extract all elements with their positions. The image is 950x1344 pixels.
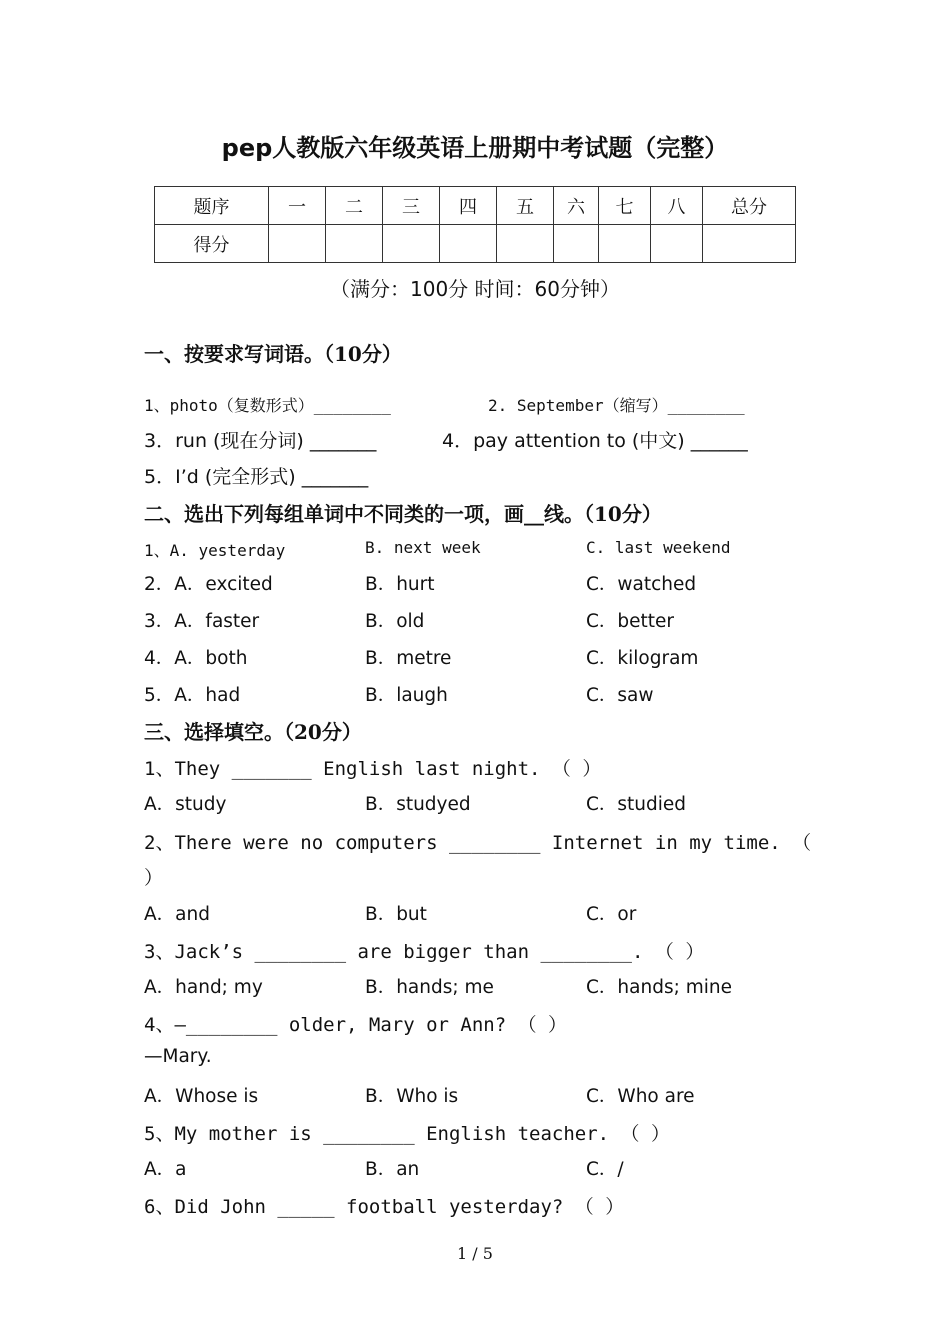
- s3-q3-option-a: A．hand; my: [144, 977, 263, 998]
- score-cell: [497, 225, 554, 263]
- s3-q4-option-a: A．Whose is: [144, 1086, 259, 1107]
- s3-q5-option-b: B．an: [365, 1159, 420, 1180]
- s3-q2-option-c: C．or: [586, 904, 637, 925]
- s3-question-2: 2、There were no computers ________ Internet in my time. （: [144, 832, 812, 854]
- s2-row1-option-c: C. last weekend: [586, 538, 731, 557]
- score-table-header-row: [155, 187, 796, 225]
- s3-question-1: 1、They _______ English last night. （ ）: [144, 758, 602, 780]
- score-header-cell: 八: [651, 187, 703, 225]
- score-table-score-row: [155, 225, 796, 263]
- score-table: [154, 186, 796, 263]
- s2-row1-option-a: 1、A. yesterday: [144, 541, 286, 560]
- s2-row1-option-b: B. next week: [365, 538, 481, 557]
- s3-q2-option-a: A．and: [144, 904, 210, 925]
- s3-q1-option-c: C．studied: [586, 794, 687, 815]
- section1-heading: 一、按要求写词语。（10分）: [144, 342, 402, 366]
- s2-row3-option-b: B．old: [365, 611, 425, 632]
- s1-question-3: 3．run (现在分词) _______: [144, 430, 377, 452]
- s3-q1-option-b: B．studyed: [365, 794, 471, 815]
- s3-question-4: 4、—________ older, Mary or Ann? （ ）: [144, 1014, 568, 1036]
- s1-question-2: 2. September（缩写）________: [488, 396, 745, 415]
- s3-q4-answer: —Mary.: [144, 1046, 212, 1067]
- s2-row5-option-c: C．saw: [586, 685, 654, 706]
- s2-row4-option-c: C．kilogram: [586, 648, 699, 669]
- s3-question-3: 3、Jack’s ________ are bigger than ________. （ ）: [144, 941, 705, 963]
- s3-q1-option-a: A．study: [144, 794, 227, 815]
- s1-question-5: 5．I’d (完全形式) _______: [144, 466, 369, 488]
- score-cell: [599, 225, 651, 263]
- s1-question-1: 1、photo（复数形式）________: [144, 396, 391, 415]
- s3-q3-option-b: B．hands; me: [365, 977, 494, 998]
- score-header-cell: 三: [383, 187, 440, 225]
- score-header-cell: 一: [269, 187, 326, 225]
- score-header-cell: 总分: [703, 187, 796, 225]
- s2-row2-option-c: C．watched: [586, 574, 697, 595]
- s3-q4-option-c: C．Who are: [586, 1086, 695, 1107]
- score-cell: [440, 225, 497, 263]
- s2-row4-option-a: 4．A．both: [144, 648, 248, 669]
- s2-row2-option-b: B．hurt: [365, 574, 435, 595]
- score-header-cell: 四: [440, 187, 497, 225]
- s1-question-4: 4．pay attention to (中文) ______: [442, 430, 748, 452]
- s2-row3-option-a: 3．A．faster: [144, 611, 260, 632]
- score-cell: [383, 225, 440, 263]
- s3-q3-option-c: C．hands; mine: [586, 977, 732, 998]
- s3-question-2-cont: ）: [144, 867, 164, 889]
- page-title: pep人教版六年级英语上册期中考试题（完整）: [221, 134, 729, 162]
- score-header-cell: 七: [599, 187, 651, 225]
- s3-q2-option-b: B．but: [365, 904, 427, 925]
- s2-row5-option-b: B．laugh: [365, 685, 448, 706]
- score-header-cell: 二: [326, 187, 383, 225]
- s3-q4-option-b: B．Who is: [365, 1086, 459, 1107]
- s2-row4-option-b: B．metre: [365, 648, 452, 669]
- score-cell: [326, 225, 383, 263]
- section2-heading: 二、选出下列每组单词中不同类的一项，画__线。（10分）: [144, 502, 662, 526]
- s2-row3-option-c: C．better: [586, 611, 675, 632]
- s3-question-6: 6、Did John _____ football yesterday? （ ）: [144, 1196, 625, 1218]
- s3-question-5: 5、My mother is ________ English teacher. （ ）: [144, 1123, 670, 1145]
- score-header-cell: 题序: [155, 187, 269, 225]
- section3-heading: 三、选择填空。（20分）: [144, 720, 362, 744]
- score-cell: [651, 225, 703, 263]
- s2-row5-option-a: 5．A．had: [144, 685, 241, 706]
- s3-q5-option-a: A．a: [144, 1159, 187, 1180]
- score-cell: [703, 225, 796, 263]
- s3-q5-option-c: C．/: [586, 1159, 624, 1180]
- score-row-label: 得分: [155, 225, 269, 263]
- score-header-cell: 五: [497, 187, 554, 225]
- s2-row2-option-a: 2．A．excited: [144, 574, 273, 595]
- score-cell: [269, 225, 326, 263]
- exam-info: （满分：100分 时间：60分钟）: [330, 277, 620, 301]
- page-number: 1 / 5: [457, 1244, 493, 1263]
- score-cell: [554, 225, 599, 263]
- score-header-cell: 六: [554, 187, 599, 225]
